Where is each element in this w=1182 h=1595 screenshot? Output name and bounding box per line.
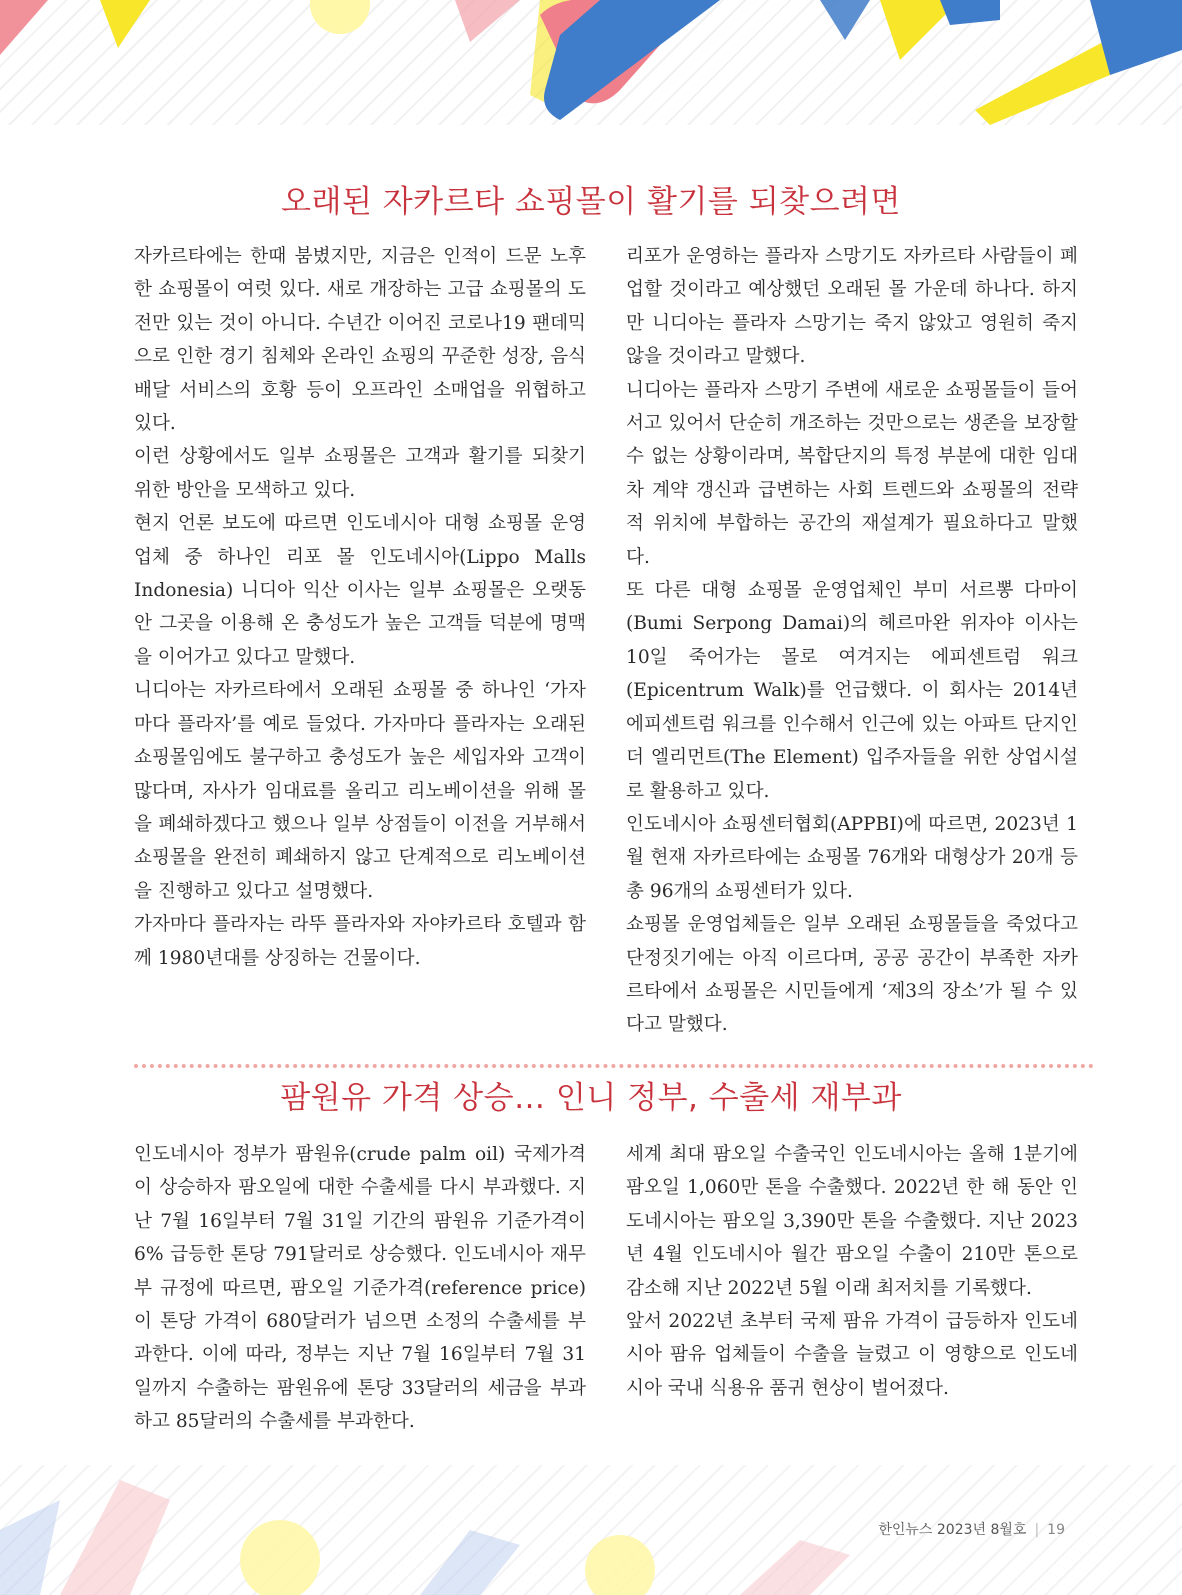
yellow-triangle-shape [100,0,150,48]
paragraph: 리포가 운영하는 플라자 스망기도 자카르타 사람들이 폐업할 것이라고 예상했던 오래된 몰 가운데 하나다. 하지만 니디아는 플라자 스망기는 죽지 않았고 영원히 죽지 않을 것이라고 말했다. [626,246,1078,368]
paragraph: 인도네시아 쇼핑센터협회(APPBI)에 따르면, 2023년 1월 현재 자카르타에는 쇼핑몰 76개와 대형상가 20개 등 총 96개의 쇼핑센터가 있다. [626,813,1078,902]
paragraph: 인도네시아 정부가 팜원유(crude palm oil) 국제가격이 상승하자 팜오일에 대한 수출세를 다시 부과했다. 지난 7월 16일부터 7월 31일 기간의 팜원유 기준가격이 6% 급등한 톤당 791달러로 상승했다. 인도네시아 재무부 규정에 따르면, 팜오일 기준가격(reference price)이 톤당 가격이 680달러가 넘으면 소정의 수출세를 부과한다. 이에 따라, 정부는 지난 7월 16일부터 7월 31일까지 수출하는 팜원유에 톤당 33달러의 세금을 부과하고 85달러의 수출세를 부과한다. [134,1144,586,1433]
header-shapes [0,0,1182,130]
publication-name: 한인뉴스 2023년 8월호 [878,1522,1027,1538]
paragraph: 자카르타에는 한때 붐볐지만, 지금은 인적이 드문 노후한 쇼핑몰이 여럿 있다. 새로 개장하는 고급 쇼핑몰의 도전만 있는 것이 아니다. 수년간 이어진 코로나19 팬데믹으로 인한 경기 침체와 온라인 쇼핑의 꾸준한 성장, 음식 배달 서비스의 호황 등이 오프라인 소매업을 위협하고 있다. [134,246,586,435]
page-number: 19 [1047,1522,1065,1538]
paragraph: 현지 언론 보도에 따르면 인도네시아 대형 쇼핑몰 운영업체 중 하나인 리포 몰 인도네시아(Lippo Malls Indonesia) 니디아 익산 이사는 일부 쇼핑몰은 오랫동안 그곳을 이용해 온 충성도가 높은 고객들 덕분에 명맥을 이어가고 있다고 말했다. [134,513,586,668]
article-title: 팜원유 가격 상승… 인니 정부, 수출세 재부과 [280,1080,902,1116]
paragraph: 가자마다 플라자는 라뚜 플라자와 자야카르타 호텔과 함께 1980년대를 상징하는 건물이다. [134,914,586,969]
section-divider [134,1064,1094,1068]
blue-triangle-shape [820,0,870,40]
article-title: 오래된 자카르타 쇼핑몰이 활기를 되찾으려면 [281,184,901,220]
article-left-column [134,240,586,975]
article-right-column [626,1138,1078,1405]
article-right-column [626,240,1078,1042]
paragraph: 니디아는 플라자 스망기 주변에 새로운 쇼핑몰들이 들어서고 있어서 단순히 개조하는 것만으로는 생존을 보장할 수 없는 상황이라며, 복합단지의 특정 부분에 대한 임대차 계약 갱신과 급변하는 사회 트렌드와 쇼핑몰의 전략적 위치에 부합하는 공간의 재설계가 필요하다고 말했다. [626,379,1078,568]
paragraph: 또 다른 대형 쇼핑몰 운영업체인 부미 서르뽕 다마이(Bumi Serpong Damai)의 헤르마완 위자야 이사는 10일 죽어가는 몰로 여겨지는 에피센트럼 워크(Epicentrum Walk)를 언급했다. 이 회사는 2014년 에피센트럼 워크를 인수해서 인근에 있는 아파트 단지인 더 엘리먼트(The Element) 입주자들을 위한 상업시설로 활용하고 있다. [626,580,1078,802]
paragraph: 세계 최대 팜오일 수출국인 인도네시아는 올해 1분기에 팜오일 1,060만 톤을 수출했다. 2022년 한 해 동안 인도네시아는 팜오일 3,390만 톤을 수출했다. 지난 2023년 4월 인도네시아 월간 팜오일 수출이 210만 톤으로 감소해 지난 2022년 5월 이래 최저치를 기록했다. [626,1144,1078,1299]
blue-corner-shape [940,0,1000,25]
page-footer [878,1519,1065,1539]
light-pink-triangle-shape [455,0,520,42]
paragraph: 쇼핑몰 운영업체들은 일부 오래된 쇼핑몰들을 죽었다고 단정짓기에는 아직 이르다며, 공공 공간이 부족한 자카르타에서 쇼핑몰은 시민들에게 ‘제3의 장소’가 될 수 있다고 말했다. [626,914,1078,1036]
paragraph: 앞서 2022년 초부터 국제 팜유 가격이 급등하자 인도네시아 팜유 업체들이 수출을 늘렸고 이 영향으로 인도네시아 국내 식용유 품귀 현상이 벌어졌다. [626,1311,1078,1399]
article-left-column [134,1138,586,1439]
yellow-dot-grid-shape [310,0,370,34]
paragraph: 이런 상황에서도 일부 쇼핑몰은 고객과 활기를 되찾기 위한 방안을 모색하고 있다. [134,446,586,501]
pink-triangle-shape [0,0,48,55]
paragraph: 니디아는 자카르타에서 오래된 쇼핑몰 중 하나인 ‘가자마다 플라자’를 예로 들었다. 가자마다 플라자는 오래된 쇼핑몰임에도 불구하고 충성도가 높은 세입자와 고객이 많다며, 자사가 임대료를 올리고 리노베이션을 위해 몰을 폐쇄하겠다고 했으나 일부 상점들이 이전을 거부해서 쇼핑몰을 완전히 폐쇄하지 않고 단계적으로 리노베이션을 진행하고 있다고 설명했다. [134,680,586,902]
footer-separator: | [1034,1522,1040,1538]
